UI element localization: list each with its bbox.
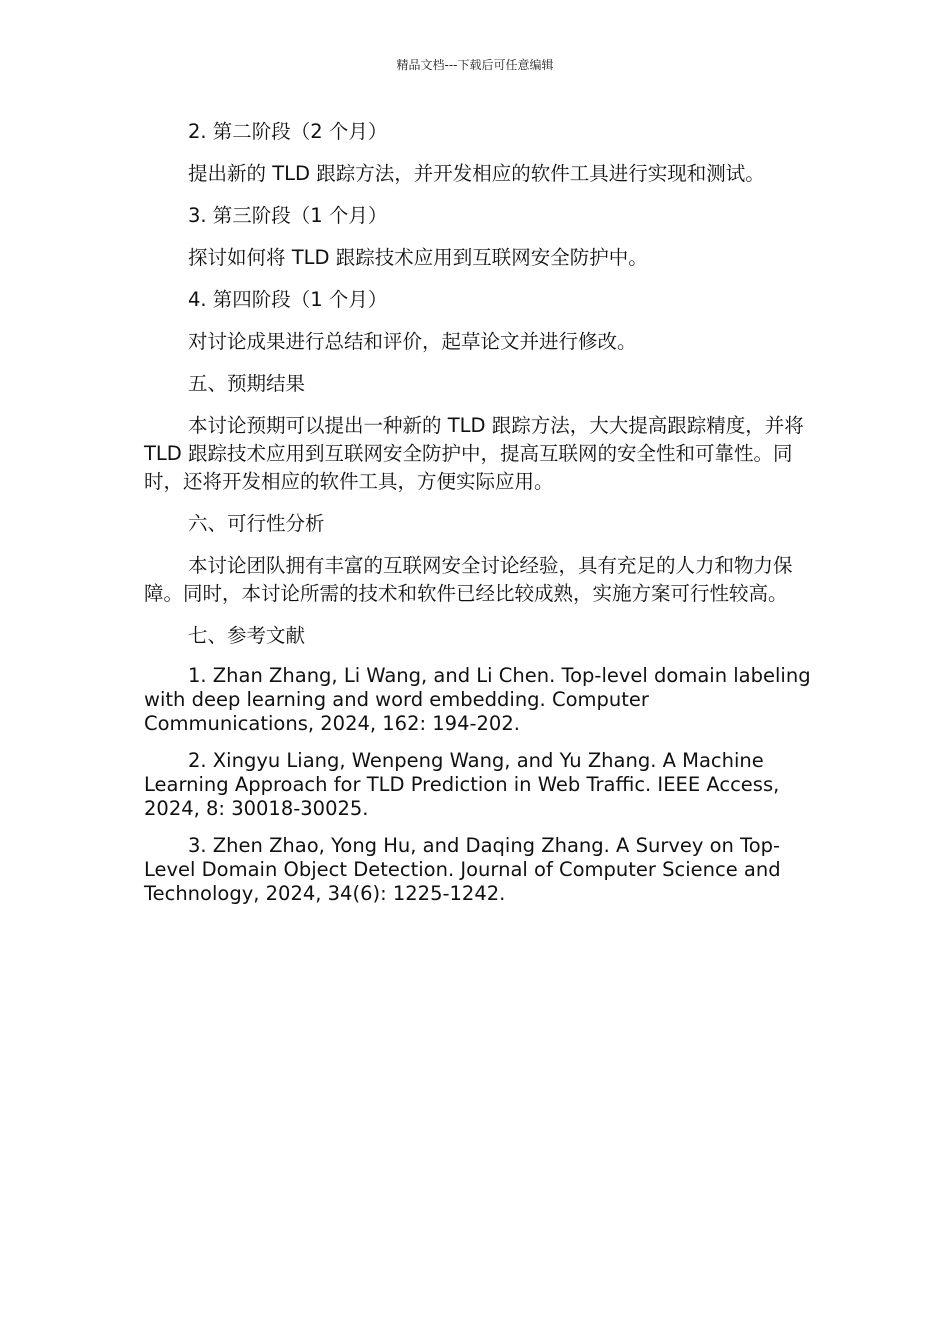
expected-results-paragraph: 本讨论预期可以提出一种新的 TLD 跟踪方法，大大提高跟踪精度，并将 TLD 跟踪技术应用到互联网安全防护中，提高互联网的安全性和可靠性。同时，还将开发相应的软件工具，方便实际应用。	[144, 414, 804, 493]
document-body	[144, 118, 814, 919]
feasibility-paragraph: 本讨论团队拥有丰富的互联网安全讨论经验，具有充足的人力和物力保障。同时，本讨论所需的技术和软件已经比较成熟，实施方案可行性较高。	[144, 554, 793, 605]
page-header: 精品文档---下载后可任意编辑	[396, 58, 554, 72]
phase-3-text: 探讨如何将 TLD 跟踪技术应用到互联网安全防护中。	[188, 246, 648, 269]
section-references-heading: 七、参考文献	[188, 624, 306, 647]
phase-4-heading: 4. 第四阶段（1 个月）	[188, 288, 388, 311]
phase-2-text: 提出新的 TLD 跟踪方法，并开发相应的软件工具进行实现和测试。	[188, 162, 765, 185]
reference-item-2: 2. Xingyu Liang, Wenpeng Wang, and Yu Zhang. A Machine Learning Approach for TLD Prediction in Web Traffic. IEEE Access, 2024, 8: 30018-30025.	[144, 749, 780, 820]
phase-3-heading: 3. 第三阶段（1 个月）	[188, 204, 388, 227]
reference-item-3: 3. Zhen Zhao, Yong Hu, and Daqing Zhang. A Survey on Top-Level Domain Object Detection. Journal of Computer Science and Technology, 2024, 34(6): 1225-1242.	[144, 834, 781, 905]
section-feasibility-heading: 六、可行性分析	[188, 512, 325, 535]
phase-2-heading: 2. 第二阶段（2 个月）	[188, 120, 388, 143]
phase-4-text: 对讨论成果进行总结和评价，起草论文并进行修改。	[188, 330, 637, 353]
section-expected-results-heading: 五、预期结果	[188, 372, 306, 395]
reference-item-1: 1. Zhan Zhang, Li Wang, and Li Chen. Top-level domain labeling with deep learning and word embedding. Computer Communications, 2024, 162: 194-202.	[144, 664, 811, 735]
